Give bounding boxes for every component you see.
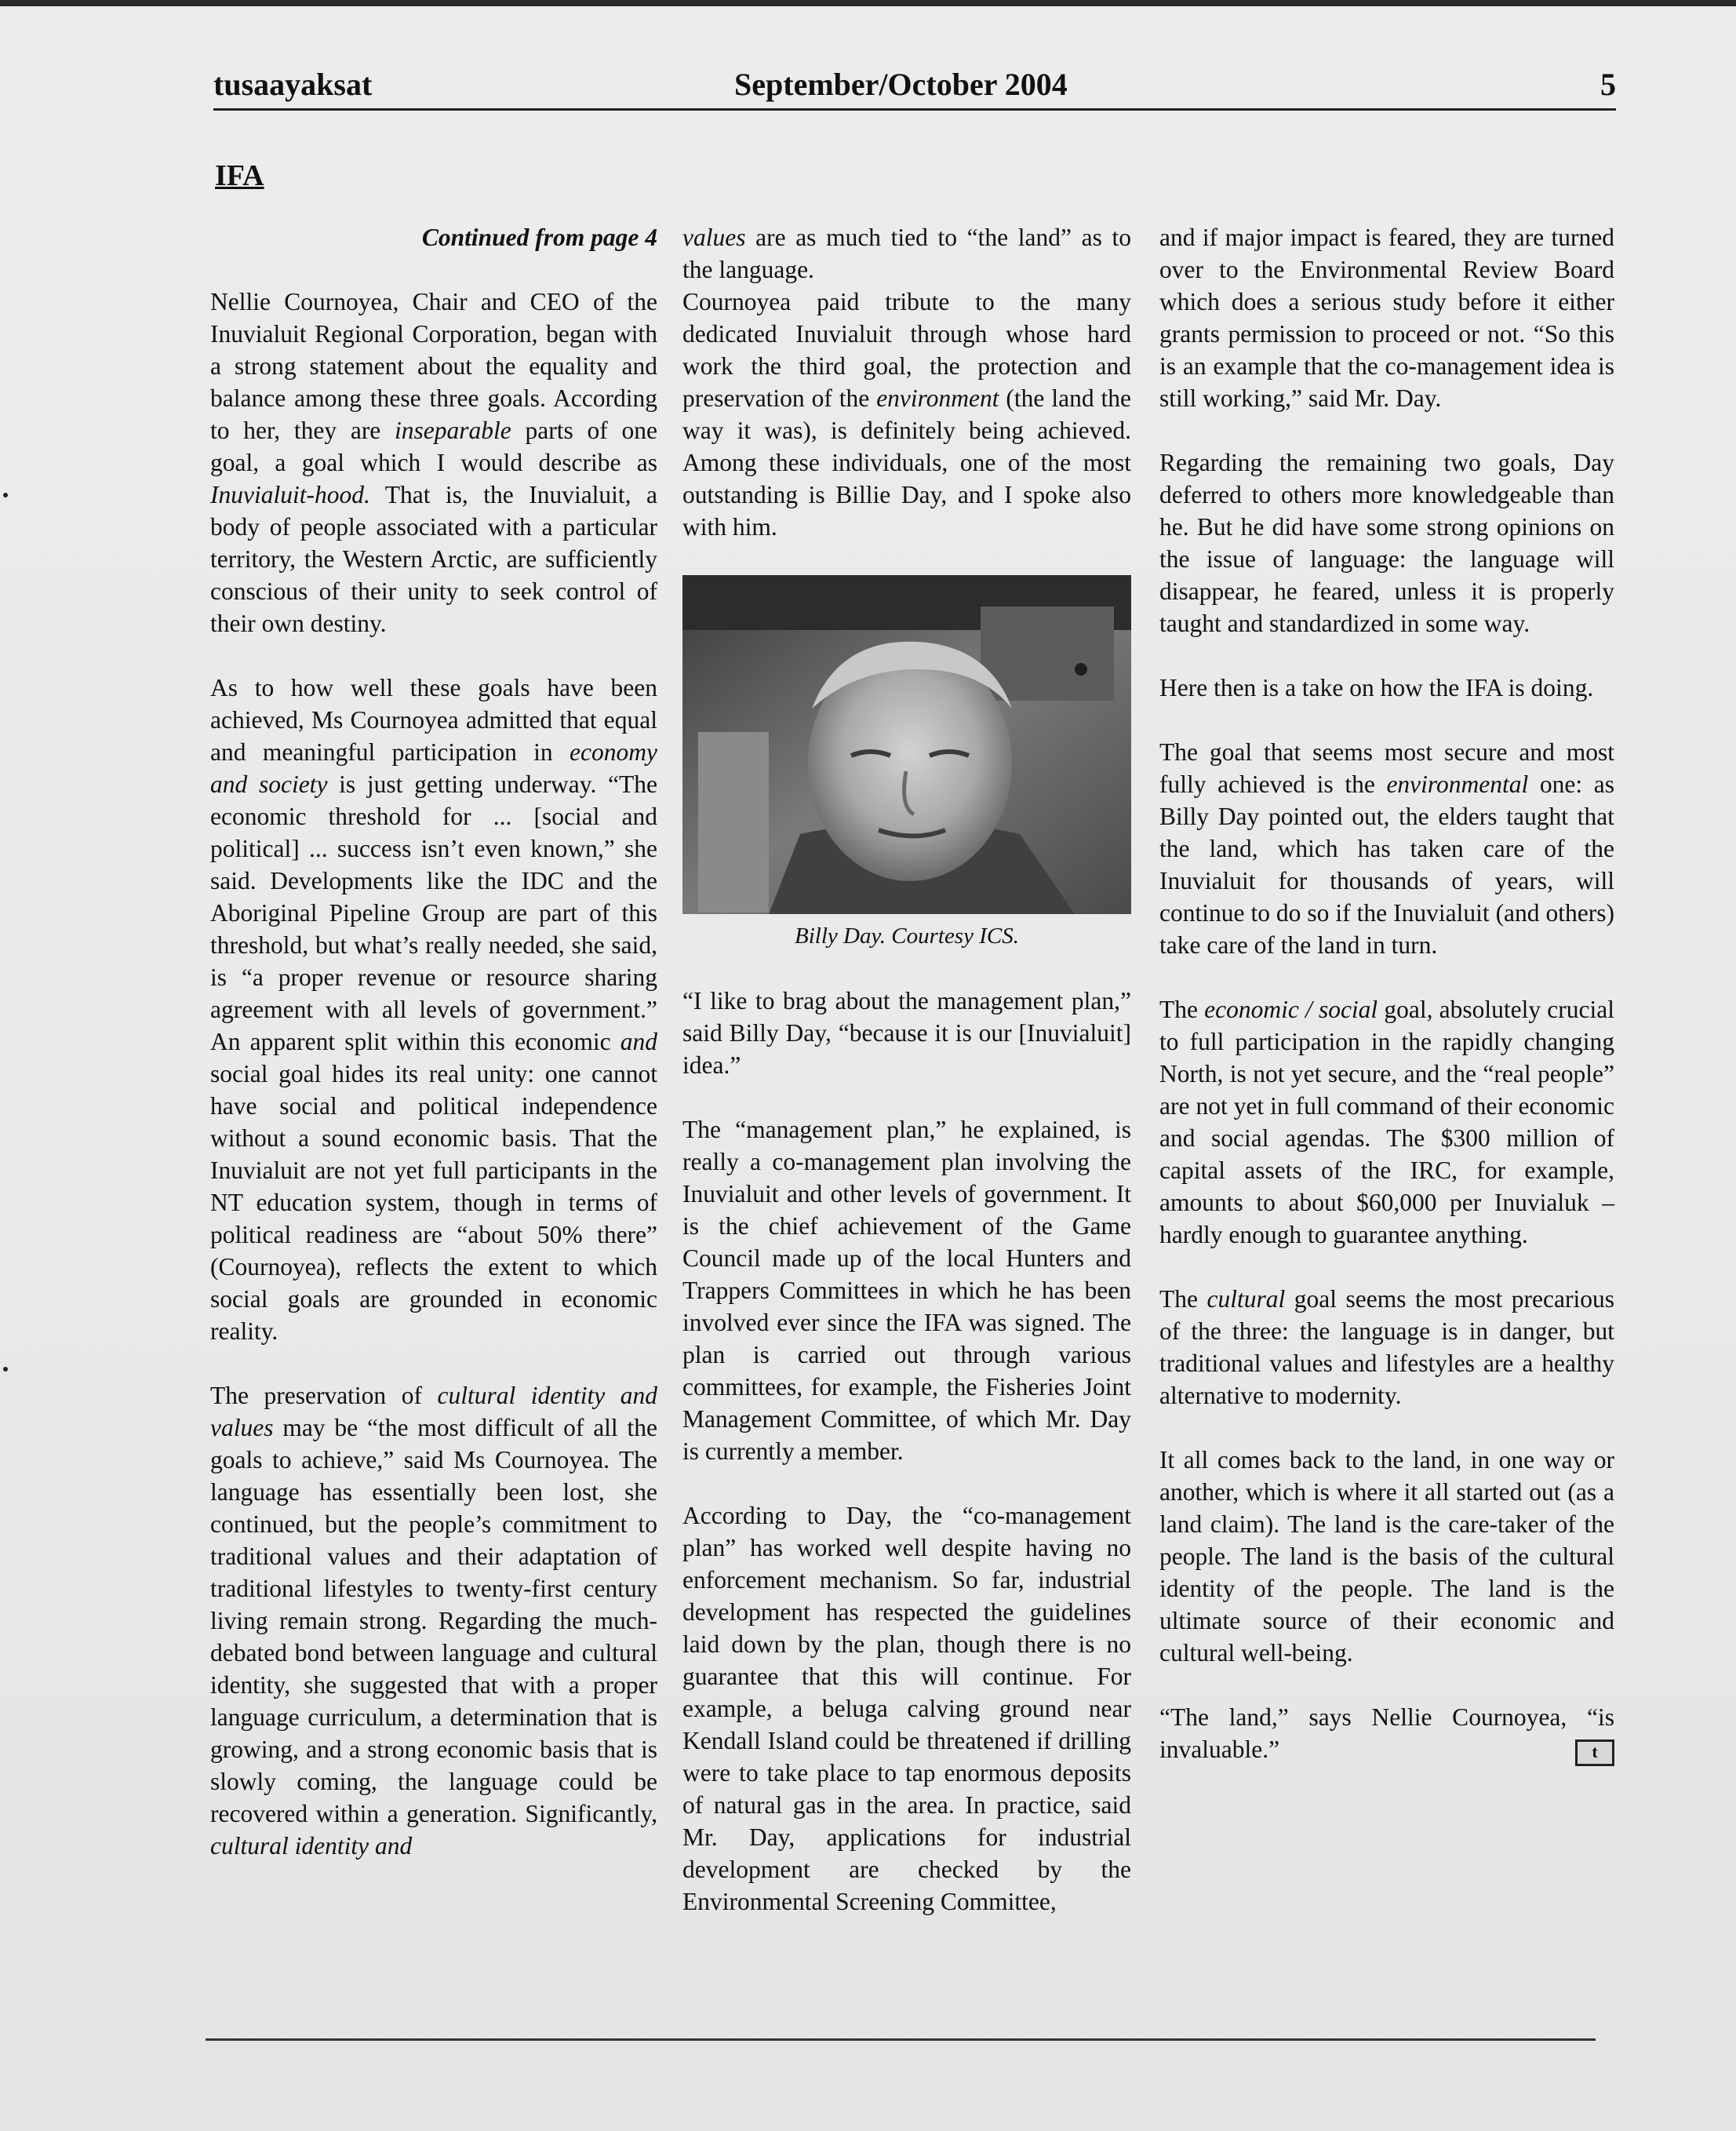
paragraph: The “management plan,” he explained, is really a co-management plan involving the Inuvialuit and other levels of government. It is the chief achievement of the Game Council made up of the local Hunters and Trappers Committees in which he has been involved ever since the IFA was signed. The plan is carried out through various committees, for example, the Fisheries Joint Management Committee, of which Mr. Day is currently a member.: [682, 1116, 1131, 1465]
paragraph: The goal that seems most secure and most fully achieved is the environmental one: as Billy Day pointed out, the elders taught that the land, which has taken care of the Inuvialuit for thousands of years, will continue to do so if the Inuvialuit (and others) take care of the land in turn.: [1159, 738, 1614, 959]
publication-name: tusaayaksat: [213, 67, 373, 102]
paragraph: The preservation of cultural identity and values may be “the most difficult of all the goals to achieve,” said Ms Cournoyea. The language has essentially been lost, she continued, but the people’s commitment to traditional values and their adaptation of traditional lifestyles to twenty-first century living remain strong. Regarding the much-debated bond between language and cultural identity, she suggested that with a proper language curriculum, a determination that is growing, and a strong economic basis that is slowly coming, the language could be recovered within a generation. Significantly, cultural identity and: [210, 1382, 657, 1860]
margin-dot: [3, 493, 8, 497]
paragraph: “I like to brag about the management plan,” said Billy Day, “because it is our [Inuvialuit] idea.”: [682, 987, 1131, 1079]
page-header: [213, 66, 1616, 111]
paragraph: According to Day, the “co-management plan” has worked well despite having no enforcement mechanism. So far, industrial development has respected the guidelines laid down by the plan, though there is no guarantee that this will continue. For example, a beluga calving ground near Kendall Island could be threatened if drilling were to take place to tap enormous deposits of natural gas in the area. In practice, said Mr. Day, applications for industrial development are checked by the Environmental Screening Committee,: [682, 1502, 1131, 1915]
paragraph: Nellie Cournoyea, Chair and CEO of the Inuvialuit Regional Corporation, began with a strong statement about the equality and balance among these three goals. According to her, they are inseparable parts of one goal, a goal which I would describe as Inuvialuit-hood. That is, the Inuvialuit, a body of people associated with a particular territory, the Western Arctic, are sufficiently conscious of their unity to seek control of their own destiny.: [210, 288, 657, 637]
billy-day-photo: [682, 575, 1131, 914]
article-column-2: [682, 221, 1131, 1918]
photo-caption: Billy Day. Courtesy ICS.: [795, 923, 1019, 949]
continued-note: Continued from page 4: [421, 224, 657, 251]
paragraph: “The land,” says Nellie Cournoyea, “is invaluable.” t: [1159, 1701, 1614, 1765]
paragraph: Here then is a take on how the IFA is doing.: [1159, 674, 1594, 701]
article-column-3: [1159, 221, 1614, 1766]
paragraph: Regarding the remaining two goals, Day deferred to others more knowledgeable than he. But he did have some strong opinions on the issue of language: the language will disappear, he feared, unless it is properly taught and standardized in some way.: [1159, 449, 1614, 637]
paragraph: The cultural goal seems the most precarious of the three: the language is in danger, but traditional values and lifestyles are a healthy alternative to modernity.: [1159, 1285, 1614, 1409]
paragraph: It all comes back to the land, in one way or another, which is where it all started out (as a land claim). The land is the care-taker of the people. The land is the basis of the cultural identity of the people. The land is the ultimate source of their economic and cultural well-being.: [1159, 1446, 1614, 1667]
paragraph: The economic / social goal, absolutely crucial to full participation in the rapidly changing North, is not yet secure, and the “real people” are not yet in full command of their economic and social agendas. The $300 million of capital assets of the IRC, for example, amounts to about $60,000 per Inuvialuk – hardly enough to guarantee anything.: [1159, 996, 1614, 1248]
page-number: 5: [1600, 67, 1616, 102]
section-title: IFA: [215, 159, 264, 192]
paragraph: values are as much tied to “the land” as to the language.: [682, 224, 1131, 283]
portrait-image: [682, 575, 1131, 914]
margin-dot: [3, 1367, 8, 1371]
article-column-1: [210, 221, 657, 1862]
paragraph: and if major impact is feared, they are turned over to the Environmental Review Board which does a serious study before it either grants permission to proceed or not. “So this is an example that the co-management idea is still working,” said Mr. Day.: [1159, 224, 1614, 412]
issue-date: September/October 2004: [734, 67, 1068, 102]
footer-rule: [206, 2038, 1596, 2041]
scan-top-edge: [0, 0, 1736, 6]
paragraph: As to how well these goals have been achieved, Ms Cournoyea admitted that equal and meaningful participation in economy and society is just getting underway. “The economic threshold for ... [social and political] ... success isn’t even known,” she said. Developments like the IDC and the Aboriginal Pipeline Group are part of this threshold, but what’s really needed, she said, is “a proper revenue or resource sharing agreement with all levels of government.” An apparent split within this economic and social goal hides its real unity: one cannot have social and political independence without a sound economic basis. That the Inuvialuit are not yet full participants in the NT education system, though in terms of political readiness are “about 50% there” (Cournoyea), reflects the extent to which social goals are grounded in economic reality.: [210, 674, 657, 1345]
paragraph: Cournoyea paid tribute to the many dedicated Inuvialuit through whose hard work the third goal, the protection and preservation of the environment (the land the way it was), is definitely being achieved. Among these individuals, one of the most outstanding is Billie Day, and I spoke also with him.: [682, 288, 1131, 541]
end-of-article-mark: t: [1575, 1739, 1614, 1766]
